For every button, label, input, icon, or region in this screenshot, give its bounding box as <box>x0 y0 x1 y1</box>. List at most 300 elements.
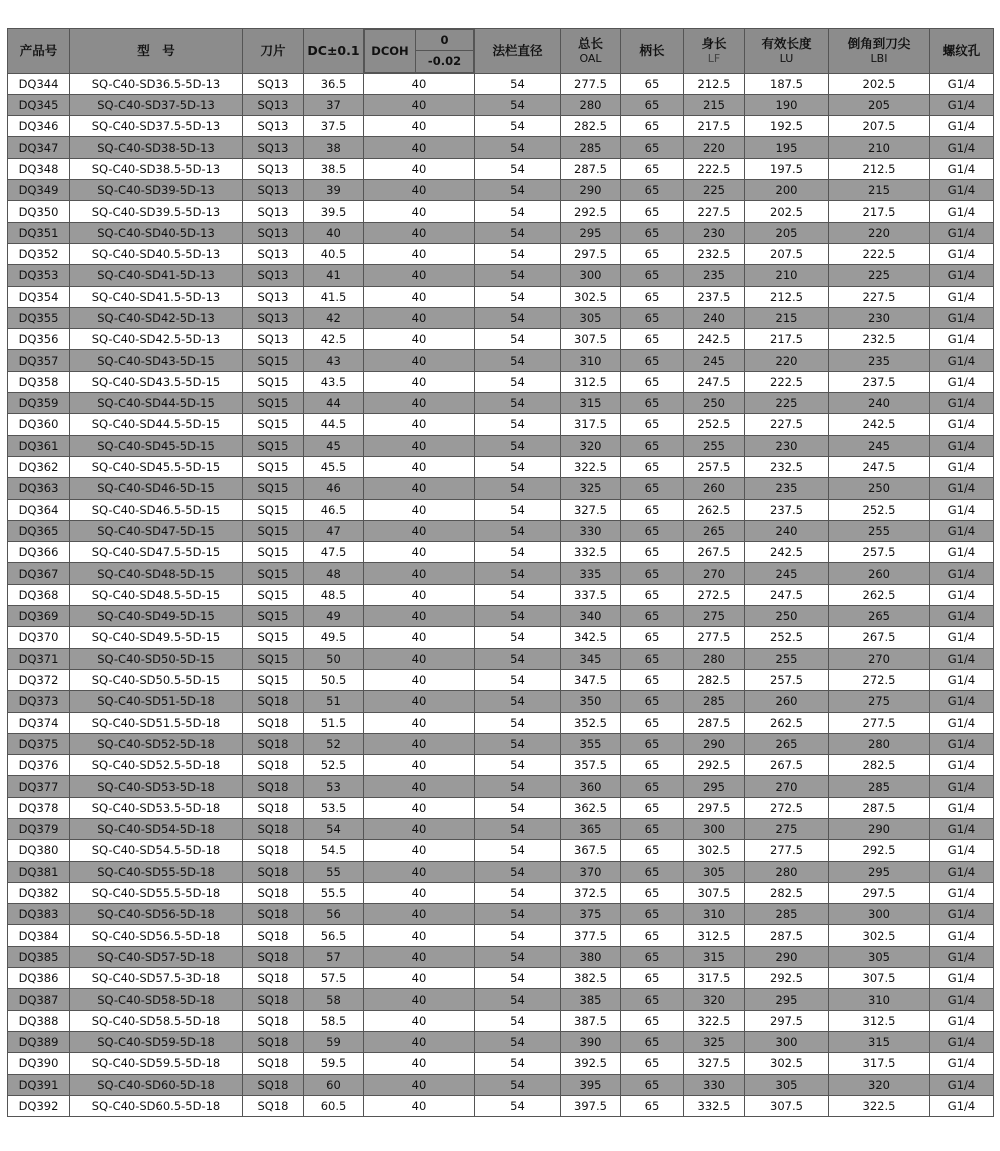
cell-lu: 245 <box>745 563 829 584</box>
cell-shank: 65 <box>621 329 684 350</box>
cell-shank: 65 <box>621 371 684 392</box>
cell-insert: SQ18 <box>243 797 304 818</box>
cell-lf: 320 <box>684 989 745 1010</box>
cell-shank: 65 <box>621 222 684 243</box>
cell-oal: 370 <box>561 861 621 882</box>
table-row <box>8 755 994 776</box>
cell-lf: 215 <box>684 94 745 115</box>
cell-dc: 38 <box>304 137 364 158</box>
cell-flange: 54 <box>475 393 561 414</box>
cell-insert: SQ13 <box>243 73 304 94</box>
table-row <box>8 1074 994 1095</box>
cell-dc: 53 <box>304 776 364 797</box>
cell-dc: 53.5 <box>304 797 364 818</box>
cell-code: DQ345 <box>8 94 70 115</box>
cell-flange: 54 <box>475 329 561 350</box>
cell-thread: G1/4 <box>930 350 994 371</box>
cell-model: SQ-C40-SD43-5D-15 <box>70 350 243 371</box>
cell-flange: 54 <box>475 1053 561 1074</box>
cell-thread: G1/4 <box>930 414 994 435</box>
dcoh-tolerance-upper: 0 <box>416 30 474 51</box>
cell-model: SQ-C40-SD45.5-5D-15 <box>70 456 243 477</box>
cell-dcoh: 40 <box>364 584 475 605</box>
cell-dc: 54.5 <box>304 840 364 861</box>
cell-lu: 255 <box>745 648 829 669</box>
cell-lf: 242.5 <box>684 329 745 350</box>
cell-lbi: 295 <box>829 861 930 882</box>
spec-table <box>7 28 994 1117</box>
cell-model: SQ-C40-SD56.5-5D-18 <box>70 925 243 946</box>
cell-lu: 265 <box>745 733 829 754</box>
cell-thread: G1/4 <box>930 499 994 520</box>
cell-lu: 280 <box>745 861 829 882</box>
cell-dc: 49.5 <box>304 627 364 648</box>
cell-flange: 54 <box>475 861 561 882</box>
cell-dc: 37 <box>304 94 364 115</box>
cell-shank: 65 <box>621 94 684 115</box>
cell-shank: 65 <box>621 414 684 435</box>
cell-shank: 65 <box>621 201 684 222</box>
table-row <box>8 520 994 541</box>
table-row <box>8 584 994 605</box>
cell-dc: 59.5 <box>304 1053 364 1074</box>
cell-flange: 54 <box>475 201 561 222</box>
cell-insert: SQ18 <box>243 776 304 797</box>
cell-model: SQ-C40-SD42-5D-13 <box>70 307 243 328</box>
cell-code: DQ346 <box>8 116 70 137</box>
cell-dcoh: 40 <box>364 180 475 201</box>
cell-lf: 295 <box>684 776 745 797</box>
table-row <box>8 627 994 648</box>
cell-model: SQ-C40-SD40.5-5D-13 <box>70 243 243 264</box>
cell-thread: G1/4 <box>930 265 994 286</box>
cell-lu: 272.5 <box>745 797 829 818</box>
cell-model: SQ-C40-SD53.5-5D-18 <box>70 797 243 818</box>
table-row <box>8 222 994 243</box>
cell-insert: SQ13 <box>243 307 304 328</box>
cell-dcoh: 40 <box>364 861 475 882</box>
cell-oal: 382.5 <box>561 968 621 989</box>
table-row <box>8 94 994 115</box>
cell-insert: SQ18 <box>243 691 304 712</box>
cell-oal: 295 <box>561 222 621 243</box>
cell-flange: 54 <box>475 733 561 754</box>
cell-lf: 285 <box>684 691 745 712</box>
cell-insert: SQ15 <box>243 456 304 477</box>
cell-lf: 330 <box>684 1074 745 1095</box>
cell-lu: 210 <box>745 265 829 286</box>
cell-model: SQ-C40-SD60.5-5D-18 <box>70 1095 243 1116</box>
table-row <box>8 904 994 925</box>
cell-lu: 222.5 <box>745 371 829 392</box>
table-row <box>8 435 994 456</box>
table-row <box>8 606 994 627</box>
cell-lu: 202.5 <box>745 201 829 222</box>
cell-lbi: 205 <box>829 94 930 115</box>
cell-model: SQ-C40-SD48-5D-15 <box>70 563 243 584</box>
cell-model: SQ-C40-SD51.5-5D-18 <box>70 712 243 733</box>
cell-lu: 267.5 <box>745 755 829 776</box>
cell-lbi: 300 <box>829 904 930 925</box>
cell-code: DQ357 <box>8 350 70 371</box>
cell-lu: 282.5 <box>745 882 829 903</box>
cell-flange: 54 <box>475 691 561 712</box>
cell-dcoh: 40 <box>364 435 475 456</box>
cell-lf: 227.5 <box>684 201 745 222</box>
cell-lf: 280 <box>684 648 745 669</box>
cell-code: DQ388 <box>8 1010 70 1031</box>
cell-lu: 195 <box>745 137 829 158</box>
cell-model: SQ-C40-SD59.5-5D-18 <box>70 1053 243 1074</box>
cell-lf: 230 <box>684 222 745 243</box>
cell-lu: 270 <box>745 776 829 797</box>
cell-flange: 54 <box>475 265 561 286</box>
cell-thread: G1/4 <box>930 882 994 903</box>
cell-lf: 322.5 <box>684 1010 745 1031</box>
cell-dc: 59 <box>304 1031 364 1052</box>
cell-dc: 47.5 <box>304 542 364 563</box>
cell-dcoh: 40 <box>364 542 475 563</box>
cell-code: DQ362 <box>8 456 70 477</box>
cell-thread: G1/4 <box>930 116 994 137</box>
cell-lu: 197.5 <box>745 158 829 179</box>
cell-dc: 37.5 <box>304 116 364 137</box>
cell-flange: 54 <box>475 435 561 456</box>
table-row <box>8 307 994 328</box>
cell-flange: 54 <box>475 925 561 946</box>
cell-shank: 65 <box>621 563 684 584</box>
cell-lbi: 290 <box>829 818 930 839</box>
cell-code: DQ348 <box>8 158 70 179</box>
col-header-oal-en: OAL <box>579 51 602 65</box>
cell-code: DQ366 <box>8 542 70 563</box>
cell-lu: 207.5 <box>745 243 829 264</box>
table-row <box>8 1010 994 1031</box>
cell-thread: G1/4 <box>930 797 994 818</box>
cell-lu: 240 <box>745 520 829 541</box>
cell-dcoh: 40 <box>364 158 475 179</box>
cell-lbi: 237.5 <box>829 371 930 392</box>
cell-model: SQ-C40-SD57-5D-18 <box>70 946 243 967</box>
cell-dcoh: 40 <box>364 691 475 712</box>
cell-thread: G1/4 <box>930 286 994 307</box>
cell-flange: 54 <box>475 606 561 627</box>
cell-shank: 65 <box>621 840 684 861</box>
cell-insert: SQ15 <box>243 542 304 563</box>
cell-shank: 65 <box>621 818 684 839</box>
cell-thread: G1/4 <box>930 691 994 712</box>
cell-model: SQ-C40-SD39-5D-13 <box>70 180 243 201</box>
cell-code: DQ350 <box>8 201 70 222</box>
table-row <box>8 329 994 350</box>
table-row <box>8 818 994 839</box>
cell-lf: 305 <box>684 861 745 882</box>
cell-model: SQ-C40-SD48.5-5D-15 <box>70 584 243 605</box>
cell-shank: 65 <box>621 882 684 903</box>
cell-thread: G1/4 <box>930 435 994 456</box>
cell-code: DQ372 <box>8 669 70 690</box>
cell-model: SQ-C40-SD58-5D-18 <box>70 989 243 1010</box>
table-row <box>8 563 994 584</box>
cell-model: SQ-C40-SD53-5D-18 <box>70 776 243 797</box>
cell-shank: 65 <box>621 499 684 520</box>
cell-flange: 54 <box>475 478 561 499</box>
cell-dcoh: 40 <box>364 371 475 392</box>
cell-lbi: 247.5 <box>829 456 930 477</box>
cell-thread: G1/4 <box>930 968 994 989</box>
col-header-lu <box>745 29 829 74</box>
cell-model: SQ-C40-SD55-5D-18 <box>70 861 243 882</box>
cell-insert: SQ18 <box>243 712 304 733</box>
cell-flange: 54 <box>475 456 561 477</box>
cell-shank: 65 <box>621 478 684 499</box>
cell-model: SQ-C40-SD47-5D-15 <box>70 520 243 541</box>
cell-code: DQ365 <box>8 520 70 541</box>
cell-lbi: 257.5 <box>829 542 930 563</box>
cell-code: DQ375 <box>8 733 70 754</box>
cell-lf: 310 <box>684 904 745 925</box>
cell-shank: 65 <box>621 968 684 989</box>
cell-dc: 40 <box>304 222 364 243</box>
cell-dcoh: 40 <box>364 265 475 286</box>
cell-thread: G1/4 <box>930 1074 994 1095</box>
cell-oal: 280 <box>561 94 621 115</box>
cell-flange: 54 <box>475 1074 561 1095</box>
cell-shank: 65 <box>621 542 684 563</box>
cell-lbi: 262.5 <box>829 584 930 605</box>
cell-code: DQ376 <box>8 755 70 776</box>
cell-model: SQ-C40-SD37-5D-13 <box>70 94 243 115</box>
cell-lu: 275 <box>745 818 829 839</box>
cell-thread: G1/4 <box>930 1095 994 1116</box>
cell-insert: SQ13 <box>243 222 304 243</box>
cell-model: SQ-C40-SD38.5-5D-13 <box>70 158 243 179</box>
cell-model: SQ-C40-SD44.5-5D-15 <box>70 414 243 435</box>
cell-code: DQ385 <box>8 946 70 967</box>
cell-code: DQ369 <box>8 606 70 627</box>
cell-lbi: 210 <box>829 137 930 158</box>
cell-oal: 335 <box>561 563 621 584</box>
cell-model: SQ-C40-SD55.5-5D-18 <box>70 882 243 903</box>
cell-thread: G1/4 <box>930 307 994 328</box>
cell-lu: 307.5 <box>745 1095 829 1116</box>
cell-lu: 232.5 <box>745 456 829 477</box>
cell-thread: G1/4 <box>930 733 994 754</box>
cell-shank: 65 <box>621 669 684 690</box>
cell-dcoh: 40 <box>364 925 475 946</box>
cell-oal: 365 <box>561 818 621 839</box>
table-row <box>8 499 994 520</box>
cell-oal: 397.5 <box>561 1095 621 1116</box>
cell-lu: 285 <box>745 904 829 925</box>
table-row <box>8 733 994 754</box>
cell-insert: SQ13 <box>243 158 304 179</box>
cell-lf: 232.5 <box>684 243 745 264</box>
cell-lu: 190 <box>745 94 829 115</box>
cell-oal: 282.5 <box>561 116 621 137</box>
cell-dc: 44 <box>304 393 364 414</box>
cell-insert: SQ13 <box>243 286 304 307</box>
col-header-lbi-cn: 倒角到刀尖 <box>847 35 911 51</box>
cell-dcoh: 40 <box>364 1053 475 1074</box>
cell-insert: SQ15 <box>243 478 304 499</box>
cell-model: SQ-C40-SD50.5-5D-15 <box>70 669 243 690</box>
cell-lbi: 317.5 <box>829 1053 930 1074</box>
cell-lu: 260 <box>745 691 829 712</box>
cell-insert: SQ13 <box>243 265 304 286</box>
cell-dcoh: 40 <box>364 456 475 477</box>
cell-lf: 260 <box>684 478 745 499</box>
cell-code: DQ384 <box>8 925 70 946</box>
cell-thread: G1/4 <box>930 669 994 690</box>
cell-flange: 54 <box>475 243 561 264</box>
cell-code: DQ353 <box>8 265 70 286</box>
cell-lf: 220 <box>684 137 745 158</box>
cell-insert: SQ18 <box>243 968 304 989</box>
cell-code: DQ386 <box>8 968 70 989</box>
cell-lf: 250 <box>684 393 745 414</box>
cell-lbi: 255 <box>829 520 930 541</box>
cell-dc: 43 <box>304 350 364 371</box>
table-row <box>8 116 994 137</box>
cell-model: SQ-C40-SD58.5-5D-18 <box>70 1010 243 1031</box>
cell-flange: 54 <box>475 1031 561 1052</box>
cell-lu: 205 <box>745 222 829 243</box>
cell-shank: 65 <box>621 456 684 477</box>
cell-insert: SQ13 <box>243 116 304 137</box>
cell-shank: 65 <box>621 797 684 818</box>
cell-lbi: 272.5 <box>829 669 930 690</box>
cell-oal: 310 <box>561 350 621 371</box>
col-header-lbi <box>829 29 930 74</box>
cell-lu: 300 <box>745 1031 829 1052</box>
cell-model: SQ-C40-SD46-5D-15 <box>70 478 243 499</box>
cell-insert: SQ13 <box>243 94 304 115</box>
cell-oal: 390 <box>561 1031 621 1052</box>
cell-dcoh: 40 <box>364 755 475 776</box>
cell-thread: G1/4 <box>930 329 994 350</box>
cell-model: SQ-C40-SD45-5D-15 <box>70 435 243 456</box>
cell-insert: SQ18 <box>243 1053 304 1074</box>
cell-thread: G1/4 <box>930 925 994 946</box>
cell-dcoh: 40 <box>364 712 475 733</box>
cell-dcoh: 40 <box>364 882 475 903</box>
cell-lbi: 310 <box>829 989 930 1010</box>
cell-lf: 255 <box>684 435 745 456</box>
cell-thread: G1/4 <box>930 180 994 201</box>
cell-oal: 340 <box>561 606 621 627</box>
col-header-flange: 法栏直径 <box>475 29 561 74</box>
cell-flange: 54 <box>475 840 561 861</box>
col-header-insert: 刀片 <box>243 29 304 74</box>
cell-dcoh: 40 <box>364 286 475 307</box>
col-header-shank: 柄长 <box>621 29 684 74</box>
cell-lu: 242.5 <box>745 542 829 563</box>
cell-lf: 275 <box>684 606 745 627</box>
cell-lu: 297.5 <box>745 1010 829 1031</box>
cell-dcoh: 40 <box>364 520 475 541</box>
cell-code: DQ370 <box>8 627 70 648</box>
cell-flange: 54 <box>475 222 561 243</box>
cell-lf: 272.5 <box>684 584 745 605</box>
cell-dcoh: 40 <box>364 648 475 669</box>
cell-flange: 54 <box>475 946 561 967</box>
cell-model: SQ-C40-SD57.5-3D-18 <box>70 968 243 989</box>
cell-oal: 290 <box>561 180 621 201</box>
cell-shank: 65 <box>621 627 684 648</box>
cell-code: DQ352 <box>8 243 70 264</box>
cell-dcoh: 40 <box>364 201 475 222</box>
cell-flange: 54 <box>475 542 561 563</box>
cell-lbi: 277.5 <box>829 712 930 733</box>
cell-dcoh: 40 <box>364 669 475 690</box>
cell-oal: 320 <box>561 435 621 456</box>
cell-lbi: 240 <box>829 393 930 414</box>
cell-dc: 48 <box>304 563 364 584</box>
cell-lf: 252.5 <box>684 414 745 435</box>
cell-dcoh: 40 <box>364 1031 475 1052</box>
table-row <box>8 158 994 179</box>
table-row <box>8 456 994 477</box>
cell-thread: G1/4 <box>930 222 994 243</box>
col-header-code: 产品号 <box>8 29 70 74</box>
cell-code: DQ390 <box>8 1053 70 1074</box>
cell-lf: 302.5 <box>684 840 745 861</box>
cell-lf: 240 <box>684 307 745 328</box>
cell-insert: SQ15 <box>243 435 304 456</box>
cell-shank: 65 <box>621 733 684 754</box>
cell-insert: SQ15 <box>243 371 304 392</box>
cell-shank: 65 <box>621 286 684 307</box>
cell-lf: 332.5 <box>684 1095 745 1116</box>
cell-flange: 54 <box>475 350 561 371</box>
cell-shank: 65 <box>621 520 684 541</box>
cell-oal: 277.5 <box>561 73 621 94</box>
cell-oal: 385 <box>561 989 621 1010</box>
cell-dc: 38.5 <box>304 158 364 179</box>
cell-insert: SQ18 <box>243 818 304 839</box>
cell-flange: 54 <box>475 414 561 435</box>
cell-insert: SQ15 <box>243 648 304 669</box>
cell-dc: 60.5 <box>304 1095 364 1116</box>
cell-dc: 45.5 <box>304 456 364 477</box>
cell-dcoh: 40 <box>364 73 475 94</box>
cell-insert: SQ18 <box>243 1031 304 1052</box>
cell-flange: 54 <box>475 882 561 903</box>
cell-lbi: 292.5 <box>829 840 930 861</box>
table-row <box>8 691 994 712</box>
cell-shank: 65 <box>621 158 684 179</box>
cell-lf: 290 <box>684 733 745 754</box>
col-header-dcoh <box>364 29 475 74</box>
cell-code: DQ356 <box>8 329 70 350</box>
cell-thread: G1/4 <box>930 776 994 797</box>
cell-shank: 65 <box>621 946 684 967</box>
cell-dc: 50.5 <box>304 669 364 690</box>
cell-code: DQ382 <box>8 882 70 903</box>
cell-lu: 257.5 <box>745 669 829 690</box>
cell-lbi: 227.5 <box>829 286 930 307</box>
table-row <box>8 478 994 499</box>
cell-shank: 65 <box>621 1053 684 1074</box>
col-header-oal-cn: 总长 <box>577 35 603 51</box>
cell-code: DQ344 <box>8 73 70 94</box>
cell-lbi: 280 <box>829 733 930 754</box>
cell-lbi: 215 <box>829 180 930 201</box>
cell-insert: SQ18 <box>243 733 304 754</box>
cell-dc: 51.5 <box>304 712 364 733</box>
cell-insert: SQ15 <box>243 627 304 648</box>
